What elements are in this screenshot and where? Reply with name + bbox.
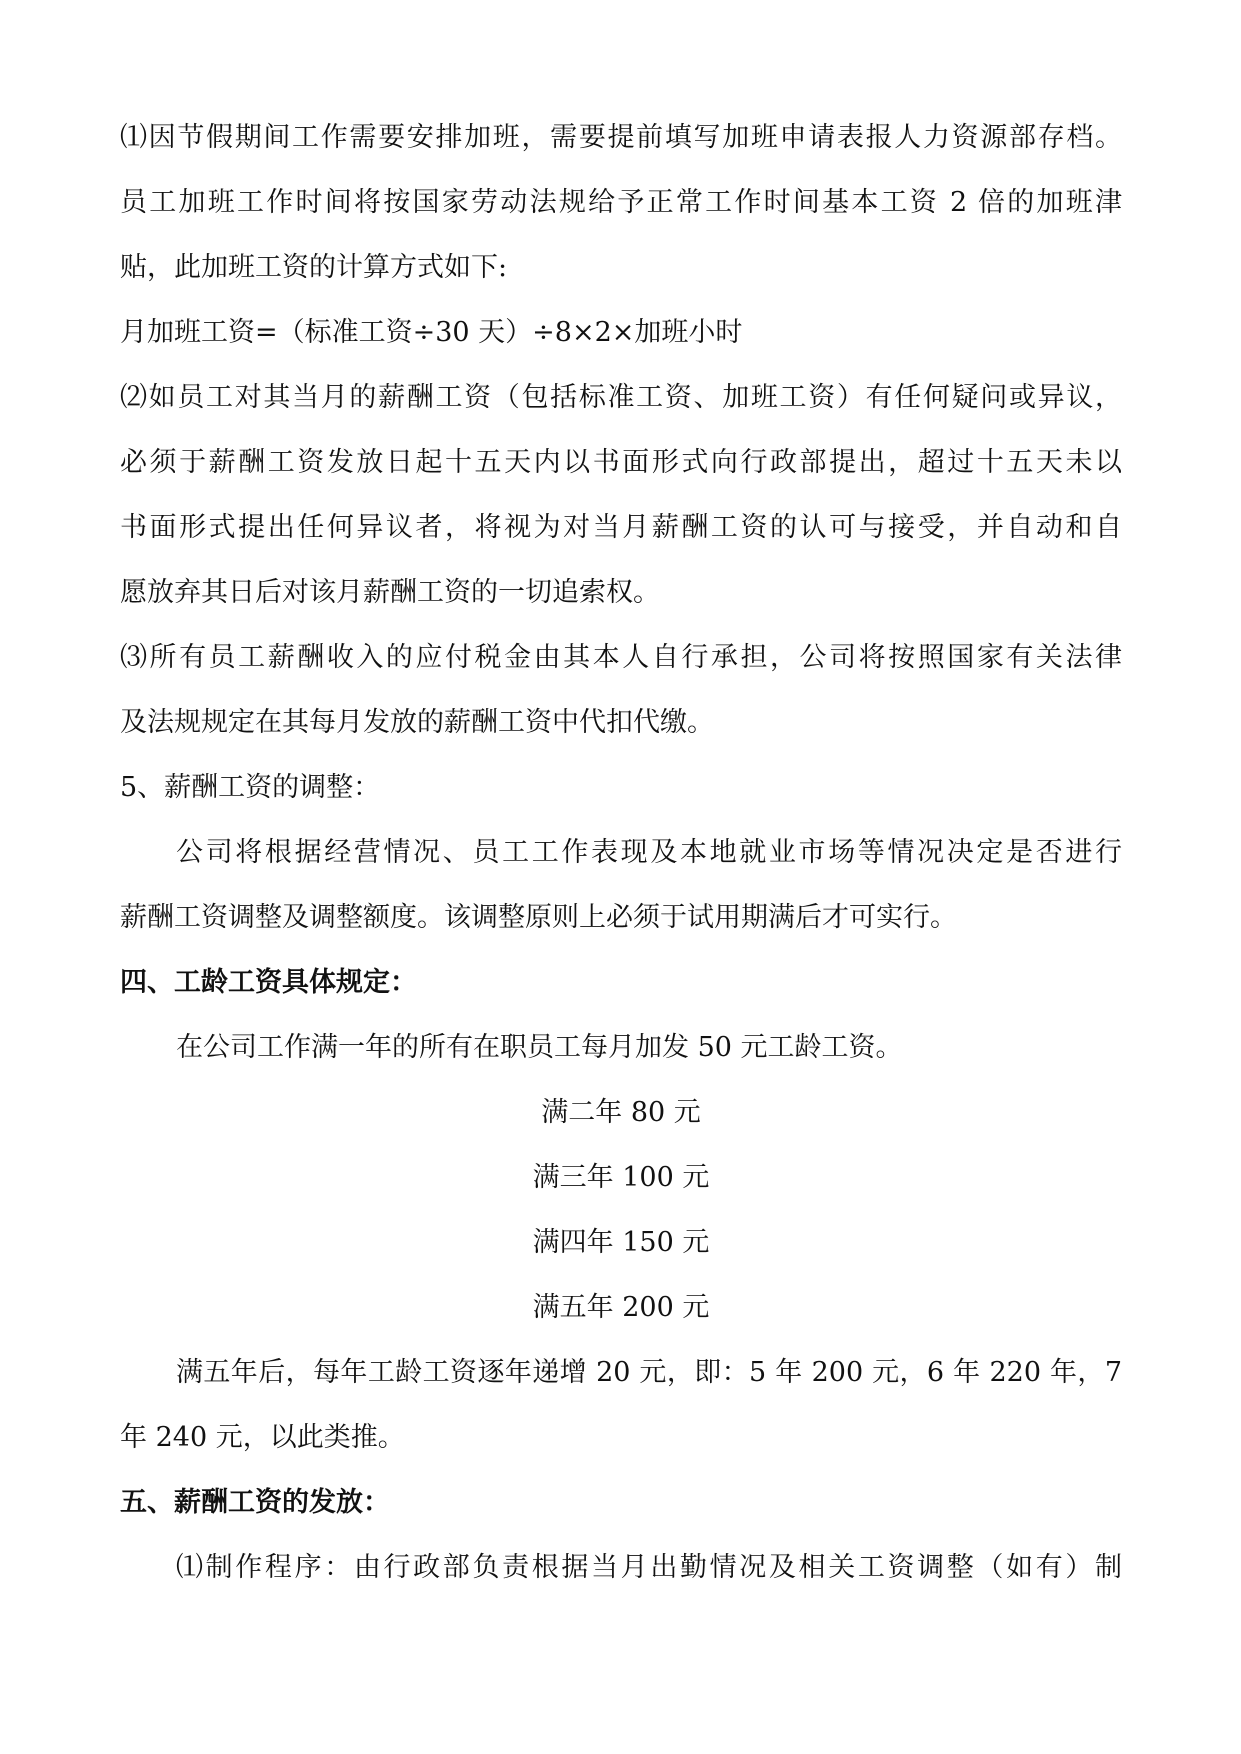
seniority-four-years: 满四年 150 元: [532, 1227, 710, 1258]
salary-objection-clause-line-4: 愿放弃其日后对该月薪酬工资的一切追索权。: [120, 577, 660, 608]
salary-adjustment-line-1: 公司将根据经营情况、员工工作表现及本地就业市场等情况决定是否进行: [176, 837, 1122, 868]
salary-adjustment-subheading: 5、薪酬工资的调整：: [120, 772, 381, 803]
tax-clause-line-2: 及法规规定在其每月发放的薪酬工资中代扣代缴。: [120, 707, 714, 738]
salary-payment-heading: 五、薪酬工资的发放：: [120, 1487, 390, 1518]
salary-objection-clause-line-2: 必须于薪酬工资发放日起十五天内以书面形式向行政部提出，超过十五天未以: [120, 447, 1122, 478]
salary-adjustment-line-2: 薪酬工资调整及调整额度。该调整原则上必须于试用期满后才可实行。: [120, 902, 957, 933]
salary-objection-clause-line-1: ⑵如员工对其当月的薪酬工资（包括标准工资、加班工资）有任何疑问或异议，: [120, 382, 1122, 413]
seniority-three-years: 满三年 100 元: [532, 1162, 710, 1193]
payroll-procedure-line-1: ⑴制作程序：由行政部负责根据当月出勤情况及相关工资调整（如有）制: [176, 1552, 1122, 1583]
salary-objection-clause-line-3: 书面形式提出任何异议者，将视为对当月薪酬工资的认可与接受，并自动和自: [120, 512, 1122, 543]
document-page: [120, 105, 1122, 1600]
seniority-five-years: 满五年 200 元: [532, 1292, 710, 1323]
overtime-clause-1-line-2: 员工加班工作时间将按国家劳动法规给予正常工作时间基本工资 2 倍的加班津: [120, 187, 1122, 218]
tax-clause-line-1: ⑶所有员工薪酬收入的应付税金由其本人自行承担，公司将按照国家有关法律: [120, 642, 1122, 673]
overtime-formula: 月加班工资=（标准工资÷30 天）÷8×2×加班小时: [120, 317, 743, 348]
overtime-clause-1-line-3: 贴，此加班工资的计算方式如下:: [120, 252, 508, 283]
seniority-pay-intro: 在公司工作满一年的所有在职员工每月加发 50 元工龄工资。: [176, 1032, 903, 1063]
seniority-two-years: 满二年 80 元: [541, 1097, 701, 1128]
seniority-increment-line-1: 满五年后，每年工龄工资逐年递增 20 元，即：5 年 200 元，6 年 220 年，7: [176, 1357, 1122, 1388]
overtime-clause-1-line-1: ⑴因节假期间工作需要安排加班，需要提前填写加班申请表报人力资源部存档。: [120, 122, 1122, 153]
seniority-pay-heading: 四、工龄工资具体规定：: [120, 967, 417, 998]
seniority-increment-line-2: 年 240 元，以此类推。: [120, 1422, 405, 1453]
